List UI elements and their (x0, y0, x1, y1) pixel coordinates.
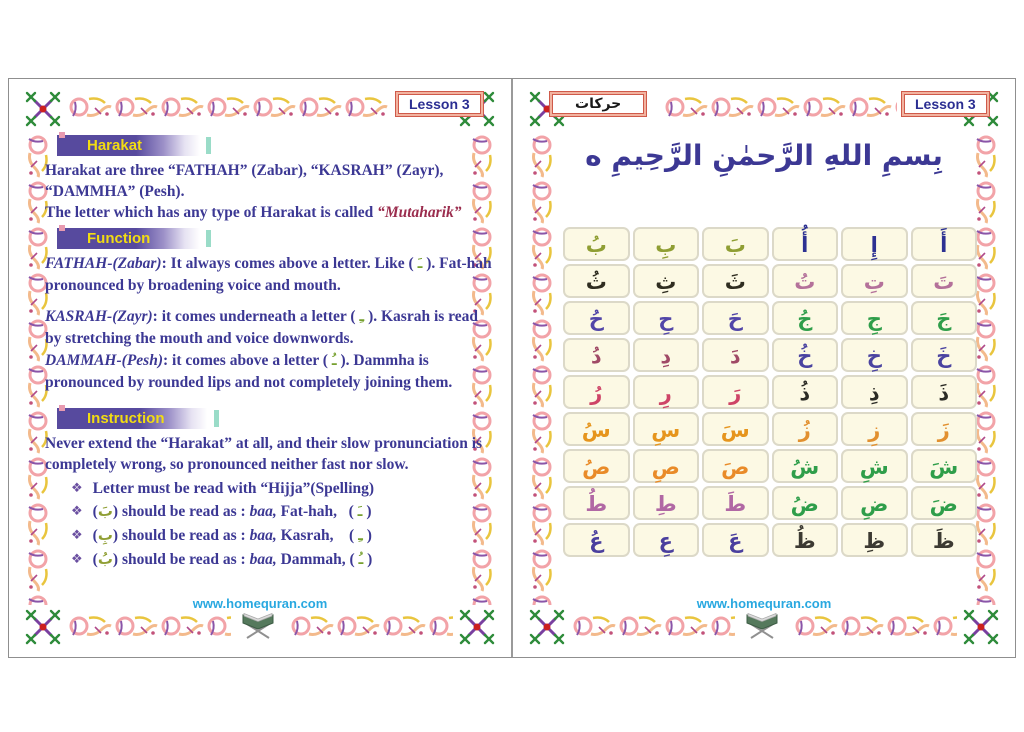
section-title: Instruction (87, 410, 165, 427)
dammah-text: : it comes above a letter ( (162, 352, 332, 369)
letter-cell: أُ (772, 227, 839, 261)
kasrah-head: KASRAH-(Zayr) (45, 308, 153, 325)
letter-cell: رِ (633, 375, 700, 409)
harakat-arabic-badge (549, 91, 647, 117)
diamond-bullet-icon: ❖ (71, 481, 83, 496)
letter-cell: بَ (702, 227, 769, 261)
letter-cell: طُ (563, 486, 630, 520)
letter-cell: إِ (841, 227, 908, 261)
letter-cell: طَ (702, 486, 769, 520)
corner-motif-icon (23, 607, 63, 647)
dammah-head: DAMMAH-(Pesh) (45, 352, 163, 369)
dammah-mark: ـُ (358, 552, 364, 568)
letter-cell: عِ (633, 523, 700, 557)
bullet-item (71, 477, 491, 500)
letter-cell: بِ (633, 227, 700, 261)
diamond-bullet-icon: ❖ (71, 528, 83, 543)
letter-cell: ظِ (841, 523, 908, 557)
letter-cell: صُ (563, 449, 630, 483)
letter-cell: أَ (911, 227, 978, 261)
baa-kasrah-glyph: بِ (97, 526, 113, 544)
letter-cell: طِ (633, 486, 700, 520)
diamond-bullet-icon: ❖ (71, 504, 83, 519)
letter-cell: رَ (702, 375, 769, 409)
section-bar-instruction (57, 408, 217, 429)
floral-border-bottom (67, 613, 231, 639)
letter-cell: حُ (563, 301, 630, 335)
lesson-badge (901, 91, 990, 117)
harakat-arabic-label: حركات (552, 94, 644, 114)
website-url: www.homequran.com (696, 596, 832, 611)
letter-cell: زُ (772, 412, 839, 446)
website-url: www.homequran.com (192, 596, 328, 611)
letter-cell: صَ (702, 449, 769, 483)
bullet-item (71, 524, 491, 548)
letter-cell: عَ (702, 523, 769, 557)
letter-cell: جَ (911, 301, 978, 335)
kasrah-mark: ـِ (358, 528, 363, 544)
dammah-text2: ). Dammha is pronounced by rounded lips and not completely joining them. (45, 352, 453, 391)
letter-cell: شَ (911, 449, 978, 483)
book-spread (8, 78, 1016, 658)
letter-cell: عُ (563, 523, 630, 557)
harakat-line1: Harakat are three “FATHAH” (Zabar), “KASRAH” (Zayr), (45, 162, 444, 179)
bismillah-text: بِسمِ اللهِ الرَّحمٰنِ الرَّحِيمِ ه (585, 139, 943, 172)
bullet-text: (بَ) should be read as : baa, Fat-hah, ( ـَ ) (92, 502, 372, 520)
letter-cell: ثُ (563, 264, 630, 298)
harakat-body-text (45, 160, 497, 223)
bullet-text: (بِ) should be read as : baa, Kasrah, ( ـِ ) (92, 526, 372, 544)
kasrah-text2: ). Kasrah is read by stretching the mouth and voice downwords. (45, 308, 479, 347)
bullet-text: Letter must be read with “Hijja”(Spelling) (92, 480, 375, 497)
diamond-bullet-icon: ❖ (71, 552, 83, 567)
letter-cell: تِ (841, 264, 908, 298)
letter-cell: ذَ (911, 375, 978, 409)
letter-cell: شُ (772, 449, 839, 483)
floral-border-bottom (793, 613, 957, 639)
floral-border-bottom (289, 613, 453, 639)
kasrah-paragraph (45, 306, 493, 349)
lesson-badge (395, 91, 484, 117)
section-title: Function (87, 230, 151, 247)
letter-cell: شِ (841, 449, 908, 483)
letter-cell: ضُ (772, 486, 839, 520)
section-title: Harakat (87, 137, 143, 154)
letter-cell: سَ (702, 412, 769, 446)
letter-cell: ثِ (633, 264, 700, 298)
letter-cell: خُ (772, 338, 839, 372)
section-bar-function (57, 228, 209, 249)
fathah-text2: ). Fat-hah pronounced by broadening voice and mouth. (45, 255, 492, 294)
harakat-line2: “DAMMHA” (Pesh). (45, 183, 185, 200)
letter-cell: سُ (563, 412, 630, 446)
kasrah-mark: ـِ (359, 309, 365, 325)
dammah-mark: ـُ (331, 353, 337, 369)
letter-cell: جِ (841, 301, 908, 335)
letter-cell: زِ (841, 412, 908, 446)
corner-motif-icon (23, 89, 63, 129)
page-left (9, 79, 511, 657)
floral-border-top (67, 94, 391, 120)
letter-cell: ظَ (911, 523, 978, 557)
fathah-head: FATHAH-(Zabar) (45, 255, 162, 272)
section-bar-harakat (57, 135, 209, 156)
letter-cell: ضَ (911, 486, 978, 520)
instruction-bullets (71, 477, 491, 572)
fathah-paragraph (45, 253, 493, 296)
corner-motif-icon (457, 607, 497, 647)
corner-motif-icon (961, 607, 1001, 647)
fathah-mark: ـَ (357, 504, 363, 520)
baa-dammah-glyph: بُ (97, 550, 113, 568)
letter-cell: جُ (772, 301, 839, 335)
letter-cell: خِ (841, 338, 908, 372)
letter-cell: ضِ (841, 486, 908, 520)
letter-cell: تُ (772, 264, 839, 298)
quran-book-icon (739, 607, 785, 641)
letter-cell: ظُ (772, 523, 839, 557)
letter-cell: صِ (633, 449, 700, 483)
instruction-paragraph: Never extend the “Harakat” at all, and their slow pronunciation is completely wrong, so pronounced neither fast nor slow. (45, 435, 483, 473)
letter-cell: ذِ (841, 375, 908, 409)
quran-book-icon (235, 607, 281, 641)
letter-cell: بُ (563, 227, 630, 261)
letter-cell: رُ (563, 375, 630, 409)
corner-motif-icon (527, 607, 567, 647)
bullet-item (71, 548, 491, 572)
letter-cell: زَ (911, 412, 978, 446)
kasrah-text: : it comes underneath a letter ( (152, 308, 360, 325)
letter-cell: دَ (702, 338, 769, 372)
mutaharik-term: “Mutaharik” (377, 204, 462, 221)
letter-cell: دِ (633, 338, 700, 372)
letter-cell: ثَ (702, 264, 769, 298)
letter-cell: تَ (911, 264, 978, 298)
letter-grid (563, 227, 977, 557)
letter-cell: حَ (702, 301, 769, 335)
fathah-text: : It always comes above a letter. Like ( (161, 255, 418, 272)
fathah-mark: ـَ (417, 256, 423, 272)
bullet-item (71, 500, 491, 524)
floral-border-top (663, 94, 897, 120)
bullet-text: (بُ) should be read as : baa, Dammah, ( ـُ ) (92, 550, 373, 568)
floral-border-bottom (571, 613, 735, 639)
floral-border-left (529, 133, 555, 605)
lesson-badge-label: Lesson 3 (398, 94, 481, 114)
dammah-paragraph (45, 350, 493, 393)
letter-cell: دُ (563, 338, 630, 372)
lesson-badge-label: Lesson 3 (904, 94, 987, 114)
letter-cell: سِ (633, 412, 700, 446)
letter-cell: حِ (633, 301, 700, 335)
baa-fathah-glyph: بَ (97, 502, 113, 520)
harakat-line3-text: The letter which has any type of Harakat is called (45, 204, 378, 221)
page-right (511, 79, 1015, 657)
harakat-line3 (45, 202, 497, 223)
letter-cell: ذُ (772, 375, 839, 409)
letter-cell: خَ (911, 338, 978, 372)
